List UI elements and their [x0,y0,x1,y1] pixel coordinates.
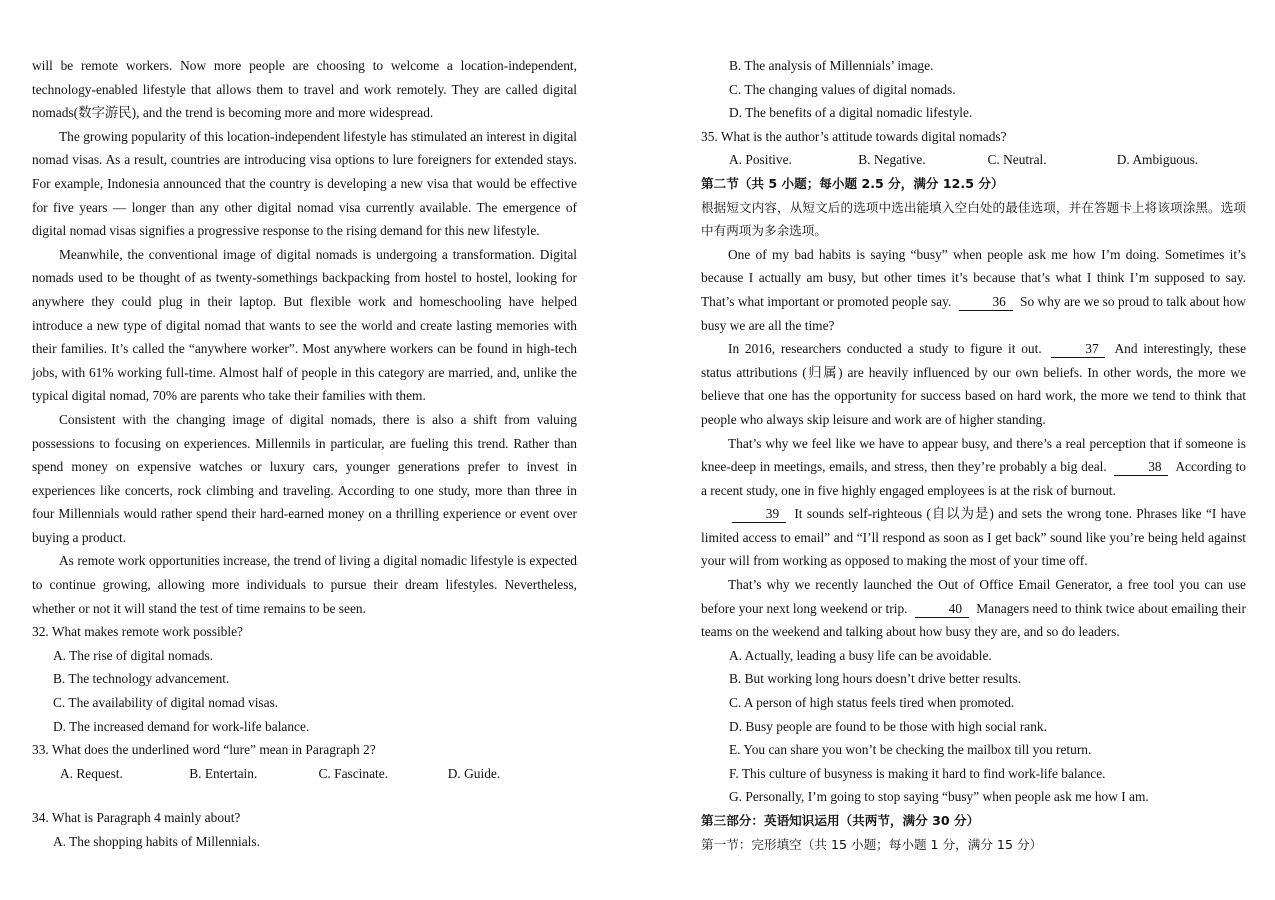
question-35-stem: 35. What is the author’s attitude towards digital nomads? [701,128,1007,144]
question-35-option-b: B. Negative. [858,152,926,168]
cloze-paragraph-3-text-before: That’s why we feel like we have to appear busy, and there’s a real perception that if someone is knee-deep in meetings, emails, and stress, then they’re probably a big deal. [701,435,1246,475]
passage-paragraph-5: As remote work opportunities increase, the trend of living a digital nomadic lifestyle is expected to continue growing, allowing more individuals to pursue their dream lifestyles. Nevertheless, whether or not it will stand the test of time remains to be seen. [32,553,577,616]
section-2-instructions: 根据短文内容，从短文后的选项中选出能填入空白处的最佳选项，并在答题卡上将该项涂黑。选项中有两项为多余选项。 [701,199,1246,239]
passage-paragraph-4: Consistent with the changing image of digital nomads, there is also a shift from valuing possessions to focusing on experiences. Millennils in particular, are fueling this trend. Rather than spend money on expensive watches or luxury cars, younger generations prefer to invest in experiences like concerts, rock climbing and traveling. According to one study, more than three in four Millennials would rather spend their hard-earned money on a thrilling experience or event over buying a product. [32,411,577,545]
choice-d: D. Busy people are found to be those with high social rank. [729,718,1047,734]
cloze-paragraph-5 [701,573,1246,644]
cloze-paragraph-5-text-after: Managers need to think twice about emailing their teams on the weekend and talking about how busy they are, and so do leaders. [701,600,1246,640]
question-32-option-b: B. The technology advancement. [53,671,230,687]
question-34-option-a: A. The shopping habits of Millennials. [53,834,260,849]
question-34-option-c: C. The changing values of digital nomads. [729,81,956,97]
question-32-option-a: A. The rise of digital nomads. [53,647,214,663]
blank-39: 39 [732,505,786,523]
question-35-option-d: D. Ambiguous. [1116,152,1199,168]
question-33-stem: 33. What does the underlined word “lure” mean in Paragraph 2? [32,742,376,758]
cloze-paragraph-4 [701,502,1246,573]
question-35-option-a: A. Positive. [729,152,792,168]
question-34-option-d: D. The benefits of a digital nomadic lifestyle. [729,105,973,121]
question-35-option-c: C. Neutral. [987,152,1047,168]
choice-f: F. This culture of busyness is making it hard to find work-life balance. [729,765,1106,781]
cloze-paragraph-2-text-before: In 2016, researchers conducted a study to figure it out. [728,341,1042,357]
question-33-option-a: A. Request. [60,765,123,781]
cloze-paragraph-1 [701,243,1246,337]
part-3-section-1-title: 第一节：完形填空（共 15 小题；每小题 1 分，满分 15 分） [701,836,1043,852]
part-3-title: 第三部分：英语知识运用（共两节，满分 30 分） [701,813,980,828]
cloze-paragraph-3 [701,432,1246,503]
question-33-option-c: C. Fascinate. [318,765,389,781]
choice-b: B. But working long hours doesn’t drive better results. [729,671,1022,687]
cloze-paragraph-2-text-after: And interestingly, these status attributions (归属) are heavily influenced by our own beliefs. In other words, the more we believe that one has the opportunity for success based on hard work, the more we tend to think that people who always skip leisure and work are of higher standing. [701,341,1247,427]
blank-37: 37 [1051,340,1105,358]
section-2-title: 第二节（共 5 小题；每小题 2.5 分，满分 12.5 分） [701,175,1004,191]
cloze-paragraph-4-text-after: It sounds self-righteous (自以为是) and sets the wrong tone. Phrases like “I have limited access to email” and “I’ll respond as soon as I get back” sound like you’re being held against your will from working as opposed to making the most of your time off. [701,506,1246,569]
question-33-options [32,762,577,786]
passage-paragraph-2: The growing popularity of this location-independent lifestyle has stimulated an interest in digital nomad visas. As a result, countries are introducing visa options to lure foreigners for extended stays. For example, Indonesia announced that the country is developing a new visa that would be effective for five years — longer than any other digital nomad visa currently available. The emergence of digital nomad visas signifies a progressive response to the rising demand for this new lifestyle. [32,128,577,239]
choice-c: C. A person of high status feels tired when promoted. [729,695,1015,711]
cloze-paragraph-1-text-before: One of my bad habits is saying “busy” when people ask me how I’m doing. Sometimes it’s because I actually am busy, but other times it’s because that’s what I think I’m supposed to say. That’s what important or promoted people say. [701,246,1246,309]
question-32-option-d: D. The increased demand for work-life balance. [53,718,310,734]
question-33-option-b: B. Entertain. [189,765,258,781]
question-33-option-d: D. Guide. [447,765,501,781]
question-34-stem: 34. What is Paragraph 4 mainly about? [32,810,241,826]
cloze-paragraph-5-text-before: That’s why we recently launched the Out of Office Email Generator, a free tool you can use before your next long weekend or trip. [701,577,1246,616]
right-column [701,54,1246,856]
choice-e: E. You can share you won’t be checking the mailbox till you return. [729,742,1092,758]
question-32-option-c: C. The availability of digital nomad visas. [53,695,279,711]
passage-paragraph-3: Meanwhile, the conventional image of digital nomads is undergoing a transformation. Digital nomads used to be thought of as twenty-somethings backpacking from hostel to hostel, looking for anywhere they could plug in their laptop. But flexible work and homeschooling have helped introduce a new type of digital nomad that wants to see the world and create lasting memories with their families. It’s called the “anywhere worker”. Most anywhere workers can be found in high-tech jobs, with 61% working full-time. Almost half of people in this category are married, and, unlike the typical digital nomad, 70% are parents who take their families with them. [32,246,577,404]
cloze-paragraph-3-text-after: According to a recent study, one in five highly engaged employees is at the risk of burnout. [701,459,1246,498]
blank-36: 36 [959,293,1013,311]
question-34-option-b: B. The analysis of Millennials’ image. [729,58,934,73]
question-35-options [701,148,1246,172]
cloze-paragraph-2 [701,337,1246,431]
cloze-paragraph-1-text-after: So why are we so proud to talk about how busy we are all the time? [701,293,1246,333]
choice-a: A. Actually, leading a busy life can be avoidable. [729,647,992,663]
question-32-stem: 32. What makes remote work possible? [32,624,243,640]
passage-paragraph-1: will be remote workers. Now more people are choosing to welcome a location-independent, technology-enabled lifestyle that allows them to travel and work remotely. They are called digital nomads(数字游民), and the trend is becoming more and more widespread. [32,58,577,121]
blank-38: 38 [1114,458,1168,476]
choice-g: G. Personally, I’m going to stop saying “busy” when people ask me how I am. [729,789,1149,805]
blank-40: 40 [915,600,969,618]
left-column [32,54,577,854]
